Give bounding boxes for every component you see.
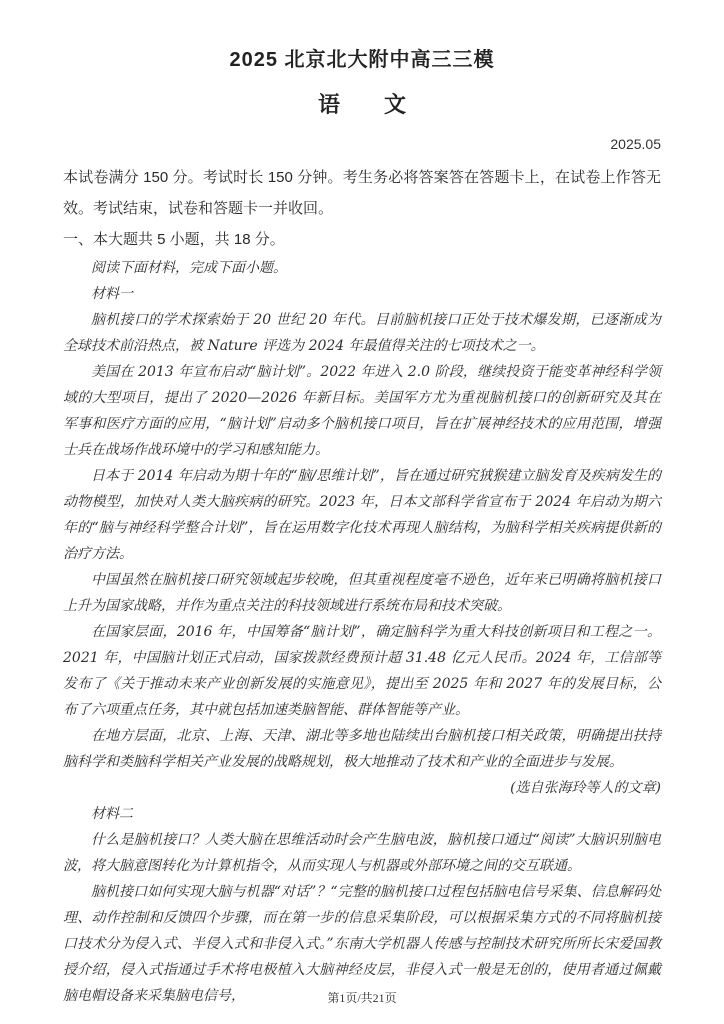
material2-paragraph-1: 什么是脑机接口？人类大脑在思维活动时会产生脑电波，脑机接口通过“阅读”大脑识别脑电波，将大脑意图转化为计算机指令，从而实现人与机器或外部环境之间的交互联通。 — [63, 832, 661, 874]
material1-paragraph-3: 日本于 2014 年启动为期十年的“脑/思维计划”，旨在通过研究狨猴建立脑发育及疾病发生的动物模型，加快对人类大脑疾病的研究。2023 年，日本文部科学省宣布于 2024 年启动为期六年的“脑与神经科学整合计划”，旨在运用数字化技术再现人脑结构，为脑科学相关疾病提供新的治疗方法。 — [63, 468, 661, 562]
material2-paragraph-2: 脑机接口如何实现大脑与机器“对话”？“完整的脑机接口过程包括脑电信号采集、信息解码处理、动作控制和反馈四个步骤，而在第一步的信息采集阶段，可以根据采集方式的不同将脑机接口技术分为侵入式、半侵入式和非侵入式。”东南大学机器人传感与控制技术研究所所长宋爱国教授介绍，侵入式指通过手术将电极植入大脑神经皮层，非侵入式一般是无创的，使用者通过佩戴脑电帽设备来采集脑电信号， — [63, 884, 661, 1004]
exam-title: 2025 北京北大附中高三三模 — [229, 49, 495, 71]
subject-title: 语 文 — [317, 92, 406, 117]
material1-attribution: (选自张海玲等人的文章) — [510, 780, 661, 796]
material1-paragraph-6: 在地方层面，北京、上海、天津、湖北等多地也陆续出台脑机接口相关政策，明确提出扶持脑科学和类脑科学相关产业发展的战略规划，极大地推动了技术和产业的全面进步与发展。 — [63, 728, 661, 770]
exam-date: 2025.05 — [610, 136, 661, 152]
material1-paragraph-1: 脑机接口的学术探索始于 20 世纪 20 年代。目前脑机接口正处于技术爆发期，已逐渐成为全球技术前沿热点，被 Nature 评选为 2024 年最值得关注的七项技术之一。 — [63, 312, 661, 354]
material2-label: 材料二 — [91, 806, 133, 822]
material1-paragraph-4: 中国虽然在脑机接口研究领域起步较晚，但其重视程度毫不逊色，近年来已明确将脑机接口上升为国家战略，并作为重点关注的科技领域进行系统布局和技术突破。 — [63, 572, 661, 614]
exam-notice: 本试卷满分 150 分。考试时长 150 分钟。考生务必将答案答在答题卡上，在试卷上作答无效。考试结束，试卷和答题卡一并收回。 — [63, 169, 661, 217]
reading-instruction: 阅读下面材料，完成下面小题。 — [91, 260, 287, 276]
section-one-heading: 一、本大题共 5 小题，共 18 分。 — [63, 231, 285, 248]
material1-paragraph-2: 美国在 2013 年宣布启动“脑计划”。2022 年进入 2.0 阶段，继续投资于能变革神经科学领域的大型项目，提出了 2020—2026 年新目标。美国军方尤为重视脑机接口的创新研究及其在军事和医疗方面的应用，“脑计划”启动多个脑机接口项目，旨在扩展神经技术的应用范围，增强士兵在战场作战环境中的学习和感知能力。 — [63, 364, 661, 458]
material1-paragraph-5: 在国家层面，2016 年，中国筹备“脑计划”，确定脑科学为重大科技创新项目和工程之一。2021 年，中国脑计划正式启动，国家拨款经费预计超 31.48 亿元人民币。2024 年，工信部等发布了《关于推动未来产业创新发展的实施意见》，提出至 2025 年和 2027 年的发展目标，公布了六项重点任务，其中就包括加速类脑智能、群体智能等产业。 — [63, 624, 661, 718]
page-number-indicator: 第1页/共21页 — [327, 991, 397, 1005]
material1-label: 材料一 — [91, 286, 133, 302]
